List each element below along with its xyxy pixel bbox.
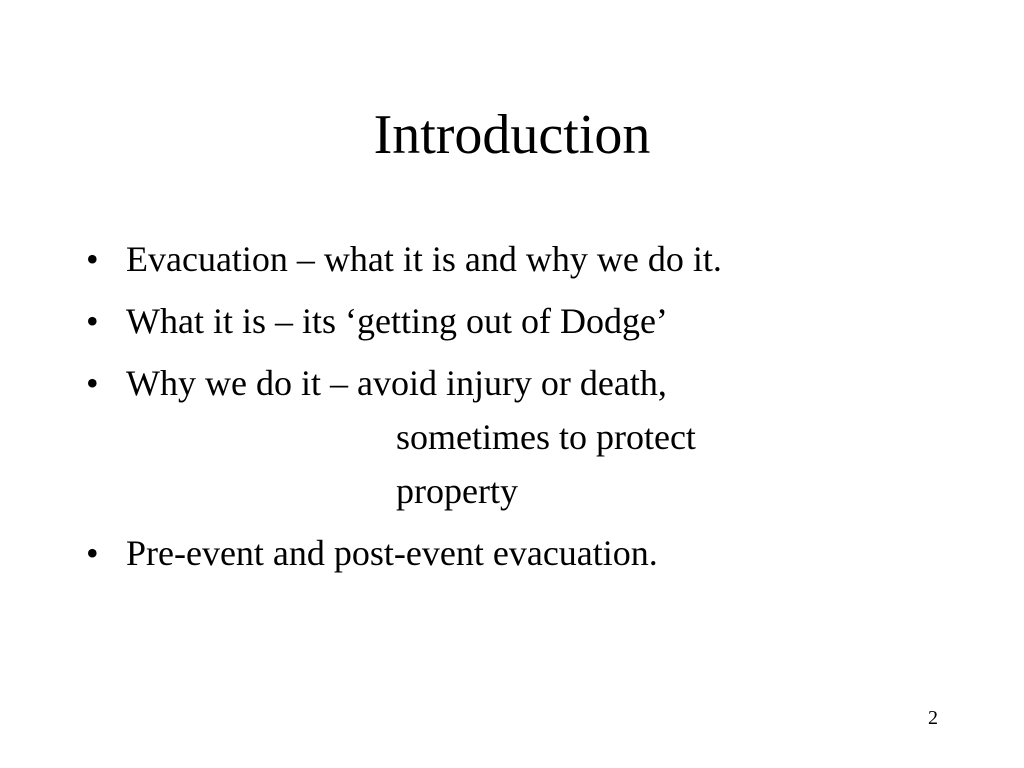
bullet-text: Why we do it – avoid injury or death, [126, 363, 667, 403]
bullet-item [86, 526, 966, 580]
bullet-icon: • [86, 363, 99, 403]
slide-title: Introduction [373, 104, 651, 166]
bullet-continuation-line: property [396, 471, 518, 511]
bullet-text: Evacuation – what it is and why we do it. [126, 239, 722, 279]
bullet-item [86, 356, 966, 518]
page-number: 2 [928, 707, 938, 729]
bullet-icon: • [86, 533, 99, 573]
bullet-icon: • [86, 301, 99, 341]
bullet-text: What it is – its ‘getting out of Dodge’ [126, 301, 668, 341]
bullet-text: Pre-event and post-event evacuation. [126, 533, 658, 573]
bullet-item [86, 232, 966, 286]
bullet-icon: • [86, 239, 99, 279]
bullet-list [86, 232, 966, 588]
bullet-continuation-line: sometimes to protect [396, 417, 696, 457]
bullet-item [86, 294, 966, 348]
